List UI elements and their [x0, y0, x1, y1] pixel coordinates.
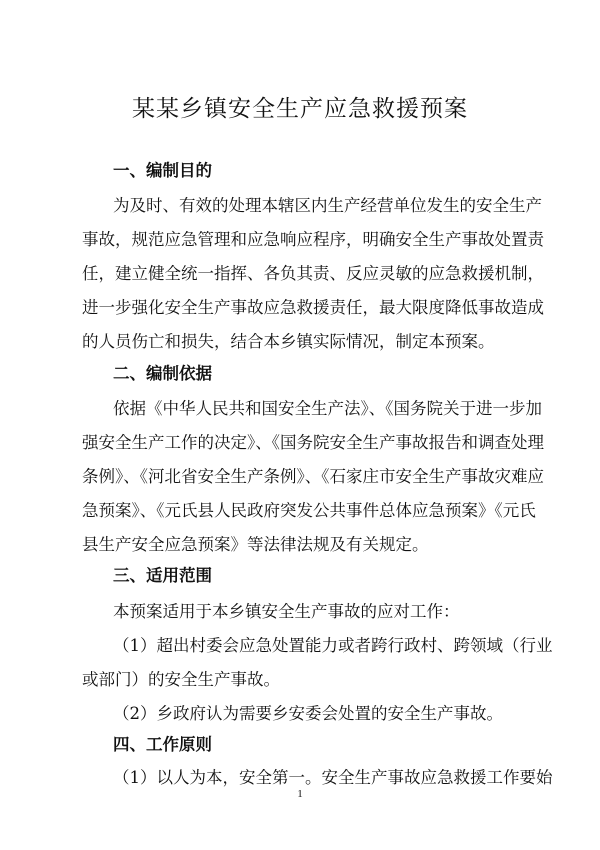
page-number: 1	[297, 788, 303, 800]
paragraph-line: 的人员伤亡和损失，结合本乡镇实际情况，制定本预案。	[82, 332, 495, 351]
section-heading-principles: 四、工作原则	[113, 735, 212, 754]
paragraph-line: （1）超出村委会应急处置能力或者跨行政村、跨领域（行业	[113, 636, 553, 655]
section-heading-purpose: 一、编制目的	[113, 161, 212, 180]
paragraph-line: 强安全生产工作的决定》、《国务院安全生产事故报告和调查处理	[82, 433, 544, 452]
paragraph-line: （1）以人为本，安全第一。安全生产事故应急救援工作要始	[113, 768, 553, 787]
paragraph-line: 进一步强化安全生产事故应急救援责任，最大限度降低事故造成	[82, 298, 544, 317]
paragraph-line: 为及时、有效的处理本辖区内生产经营单位发生的安全生产	[113, 196, 542, 215]
paragraph-line: 依据《中华人民共和国安全生产法》、《国务院关于进一步加	[113, 399, 542, 418]
paragraph-line: 或部门）的安全生产事故。	[82, 670, 280, 689]
paragraph-line: 条例》、《河北省安全生产条例》、《石家庄市安全生产事故灾难应	[82, 467, 544, 486]
document-title: 某某乡镇安全生产应急救援预案	[132, 96, 468, 122]
paragraph-line: 任，建立健全统一指挥、各负其责、反应灵敏的应急救援机制，	[82, 264, 544, 283]
paragraph-line: 县生产安全应急预案》等法律法规及有关规定。	[82, 535, 429, 554]
paragraph-line: （2）乡政府认为需要乡安委会处置的安全生产事故。	[113, 704, 503, 723]
section-heading-basis: 二、编制依据	[113, 364, 212, 383]
paragraph-line: 急预案》、《元氏县人民政府突发公共事件总体应急预案》《元氏	[82, 501, 536, 520]
paragraph-line: 本预案适用于本乡镇安全生产事故的应对工作：	[113, 602, 460, 621]
section-heading-scope: 三、适用范围	[113, 566, 212, 585]
paragraph-line: 事故，规范应急管理和应急响应程序，明确安全生产事故处置责	[82, 230, 544, 249]
